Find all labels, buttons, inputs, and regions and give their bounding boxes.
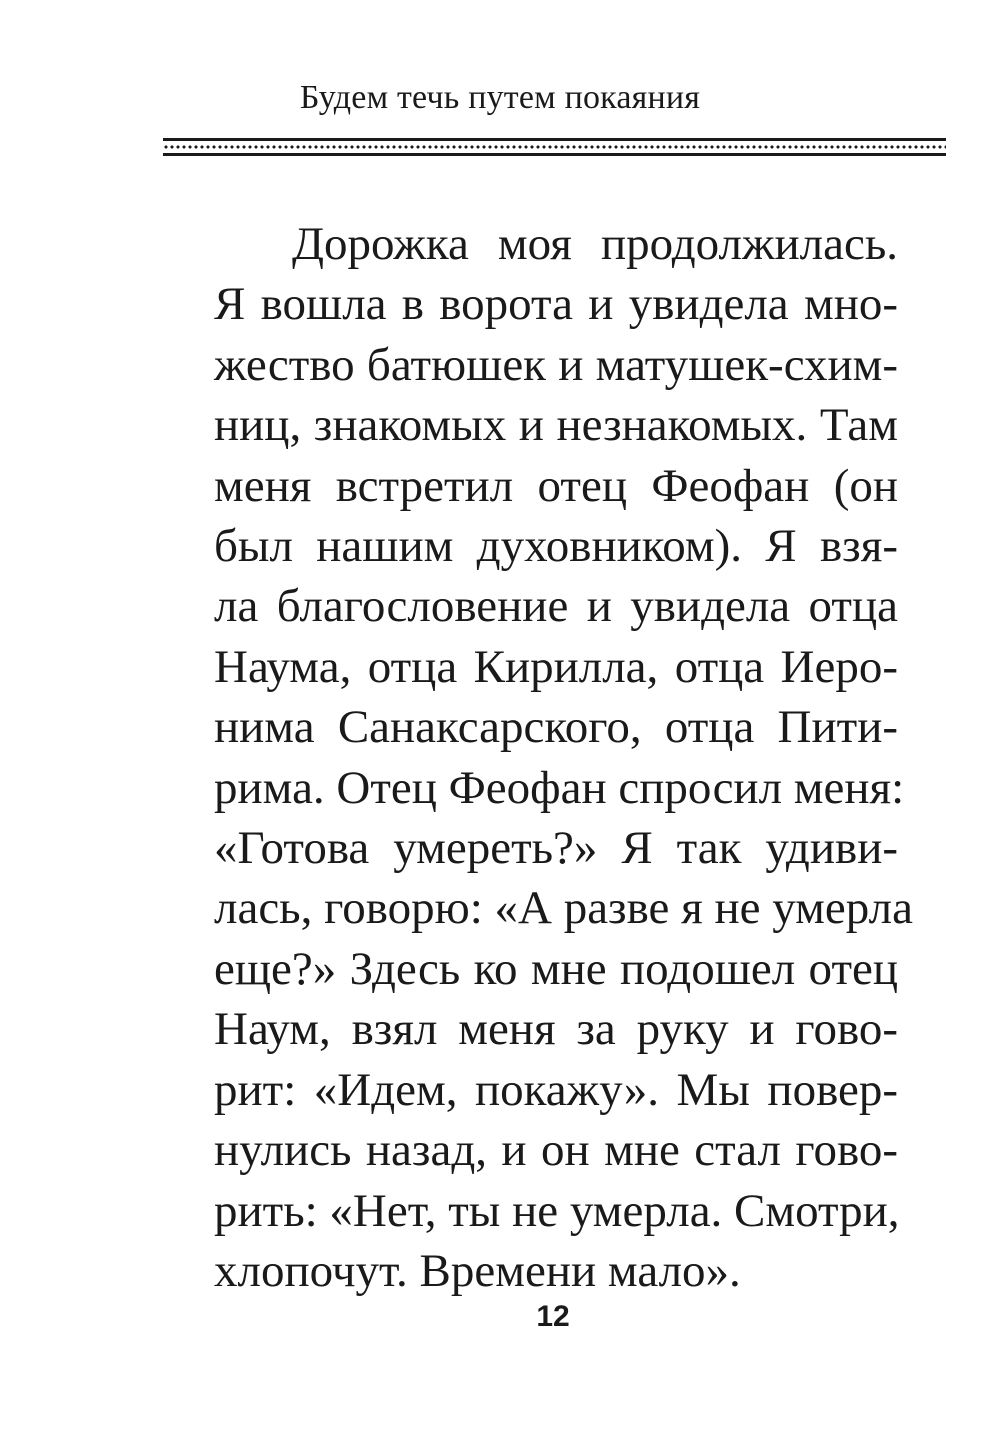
text-line: ла благословение и увидела отца <box>214 580 898 633</box>
text-line: нима Санаксарского, отца Пити- <box>214 701 898 754</box>
text-line: Наум, взял меня за руку и гово- <box>214 1003 898 1056</box>
header-rule-top-line <box>163 138 946 141</box>
text-line: рима. Отец Феофан спросил меня: <box>214 761 905 814</box>
text-line: ниц, знакомых и незнакомых. Там <box>214 399 898 452</box>
text-line: Я вошла в ворота и увидела мно- <box>214 278 898 331</box>
text-line: еще?» Здесь ко мне подошел отец <box>214 942 898 995</box>
text-line: жество батюшек и матушек-схим- <box>214 338 898 391</box>
header-rule-bottom-line <box>163 153 946 156</box>
text-line: рит: «Идем, покажу». Мы повер- <box>214 1063 898 1116</box>
text-line: хлопочут. Времени мало». <box>214 1244 741 1297</box>
text-line: Дорожка моя продолжилась. <box>292 218 898 270</box>
text-line: был нашим духовником). Я взя- <box>214 520 898 573</box>
header-rule-ornament <box>163 138 946 158</box>
body-paragraph <box>214 214 913 1301</box>
text-line: «Готова умереть?» Я так удиви- <box>214 822 898 875</box>
text-line: рить: «Нет, ты не умерла. Смотри, <box>214 1184 900 1237</box>
text-line: лась, говорю: «А разве я не умерла <box>214 882 913 935</box>
text-line: меня встретил отец Феофан (он <box>214 459 898 512</box>
page-number: 12 <box>536 1300 570 1333</box>
running-header: Будем течь путем покаяния <box>299 79 701 116</box>
text-line: Наума, отца Кирилла, отца Иеро- <box>214 640 898 693</box>
text-line: нулись назад, и он мне стал гово- <box>214 1124 898 1177</box>
header-rule-dotted-line <box>163 144 946 150</box>
